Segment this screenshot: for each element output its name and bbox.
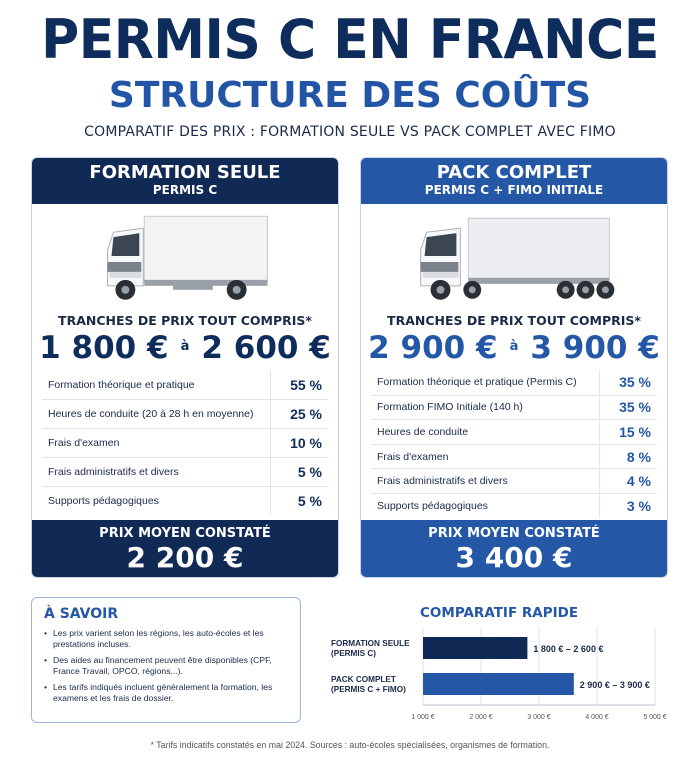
info-item: • Des aides au financement peuvent être disponibles (CPF, France Travail, OPCO, régions...). bbox=[44, 655, 288, 677]
price-min: 2 900 € bbox=[368, 330, 498, 366]
chart-category-label: (PERMIS C) bbox=[331, 649, 377, 658]
price-range bbox=[32, 330, 338, 366]
cost-share: 8 % bbox=[599, 445, 657, 469]
card-header bbox=[361, 158, 667, 204]
page-tagline: COMPARATIF DES PRIX : FORMATION SEULE VS PACK COMPLET AVEC FIMO bbox=[84, 124, 616, 140]
cost-row bbox=[371, 370, 657, 395]
card-subtitle: PERMIS C bbox=[152, 183, 218, 197]
comparison-bar-chart bbox=[325, 625, 680, 725]
chart-category-label: FORMATION SEULE bbox=[331, 639, 410, 648]
cost-label: Formation théorique et pratique bbox=[48, 378, 195, 391]
cost-label: Formation FIMO Initiale (140 h) bbox=[377, 401, 523, 414]
cost-label: Supports pédagogiques bbox=[377, 499, 488, 512]
cost-share: 10 % bbox=[270, 429, 328, 457]
chart-data-label: 2 900 € – 3 900 € bbox=[579, 680, 650, 690]
cost-row bbox=[42, 457, 328, 486]
chart-category-label: (PERMIS C + FIMO) bbox=[331, 685, 406, 694]
info-list bbox=[44, 628, 288, 704]
cost-row bbox=[42, 399, 328, 428]
chart-x-tick-label: 1 000 € bbox=[411, 714, 435, 721]
cost-label: Formation théorique et pratique (Permis C) bbox=[377, 376, 577, 389]
average-price-value: 3 400 € bbox=[455, 541, 573, 574]
average-price-value: 2 200 € bbox=[126, 541, 244, 574]
average-price-label: PRIX MOYEN CONSTATÉ bbox=[428, 526, 600, 541]
cost-row bbox=[371, 493, 657, 518]
cost-row bbox=[42, 486, 328, 515]
cost-share: 35 % bbox=[599, 370, 657, 395]
chart-bar bbox=[423, 637, 527, 659]
cost-label: Frais d'examen bbox=[48, 437, 120, 449]
info-box-title: À SAVOIR bbox=[44, 606, 119, 622]
price-max: 3 900 € bbox=[530, 330, 660, 366]
card-subtitle: PERMIS C + FIMO INITIALE bbox=[424, 183, 604, 197]
card-title: PACK COMPLET bbox=[436, 162, 592, 183]
chart-x-tick-label: 2 000 € bbox=[469, 714, 493, 721]
cost-share: 15 % bbox=[599, 420, 657, 444]
cost-share: 35 % bbox=[599, 396, 657, 420]
average-price-banner bbox=[32, 520, 338, 577]
page-subtitle: STRUCTURE DES COÛTS bbox=[108, 75, 592, 116]
cost-share: 4 % bbox=[599, 469, 657, 493]
semi-truck-image bbox=[361, 210, 667, 310]
cost-label: Frais d'examen bbox=[377, 450, 449, 463]
chart-x-tick-label: 4 000 € bbox=[585, 714, 609, 721]
price-range-separator: à bbox=[509, 339, 519, 354]
card-pack-complet bbox=[360, 157, 668, 578]
price-max: 2 600 € bbox=[201, 330, 331, 366]
cost-row bbox=[371, 395, 657, 420]
cost-row bbox=[42, 370, 328, 399]
chart-data-label: 1 800 € – 2 600 € bbox=[533, 644, 604, 654]
card-title: FORMATION SEULE bbox=[89, 162, 281, 183]
info-item: • Les prix varient selon les régions, les auto-écoles et les prestations incluses. bbox=[44, 628, 288, 650]
average-price-label: PRIX MOYEN CONSTATÉ bbox=[99, 526, 271, 541]
cost-row bbox=[371, 468, 657, 493]
cost-share: 25 % bbox=[270, 400, 328, 428]
cost-row bbox=[371, 444, 657, 469]
cost-label: Frais administratifs et divers bbox=[377, 475, 508, 488]
cost-breakdown-table bbox=[371, 370, 657, 518]
info-box bbox=[31, 597, 301, 723]
footnote: * Tarifs indicatifs constatés en mai 2024. Sources : auto-écoles spécialisées, organismes de formation. bbox=[150, 740, 550, 750]
card-formation-seule bbox=[31, 157, 339, 578]
price-range bbox=[361, 330, 667, 366]
price-min: 1 800 € bbox=[39, 330, 169, 366]
cost-label: Frais administratifs et divers bbox=[48, 466, 179, 478]
cost-share: 55 % bbox=[270, 370, 328, 399]
info-item: • Les tarifs indiqués incluent généralement la formation, les examens et les frais de dossier. bbox=[44, 682, 288, 704]
cost-row bbox=[371, 419, 657, 444]
average-price-banner bbox=[361, 520, 667, 577]
cost-row bbox=[42, 428, 328, 457]
cost-breakdown-table bbox=[42, 370, 328, 515]
page-title: PERMIS C EN FRANCE bbox=[41, 8, 659, 72]
chart-x-tick-label: 5 000 € bbox=[643, 714, 667, 721]
cost-share: 3 % bbox=[599, 494, 657, 518]
cost-label: Supports pédagogiques bbox=[48, 495, 159, 507]
rigid-truck-image bbox=[32, 210, 338, 310]
chart-bar bbox=[423, 673, 574, 695]
chart-category-label: PACK COMPLET bbox=[331, 675, 396, 684]
card-header bbox=[32, 158, 338, 204]
cost-share: 5 % bbox=[270, 487, 328, 515]
cost-share: 5 % bbox=[270, 458, 328, 486]
chart-x-tick-label: 3 000 € bbox=[527, 714, 551, 721]
chart-title: COMPARATIF RAPIDE bbox=[420, 605, 579, 621]
price-range-separator: à bbox=[180, 339, 190, 354]
cost-label: Heures de conduite bbox=[377, 425, 469, 438]
price-range-label: TRANCHES DE PRIX TOUT COMPRIS* bbox=[58, 313, 312, 328]
cost-label: Heures de conduite (20 à 28 h en moyenne) bbox=[48, 408, 254, 420]
price-range-label: TRANCHES DE PRIX TOUT COMPRIS* bbox=[387, 313, 641, 328]
